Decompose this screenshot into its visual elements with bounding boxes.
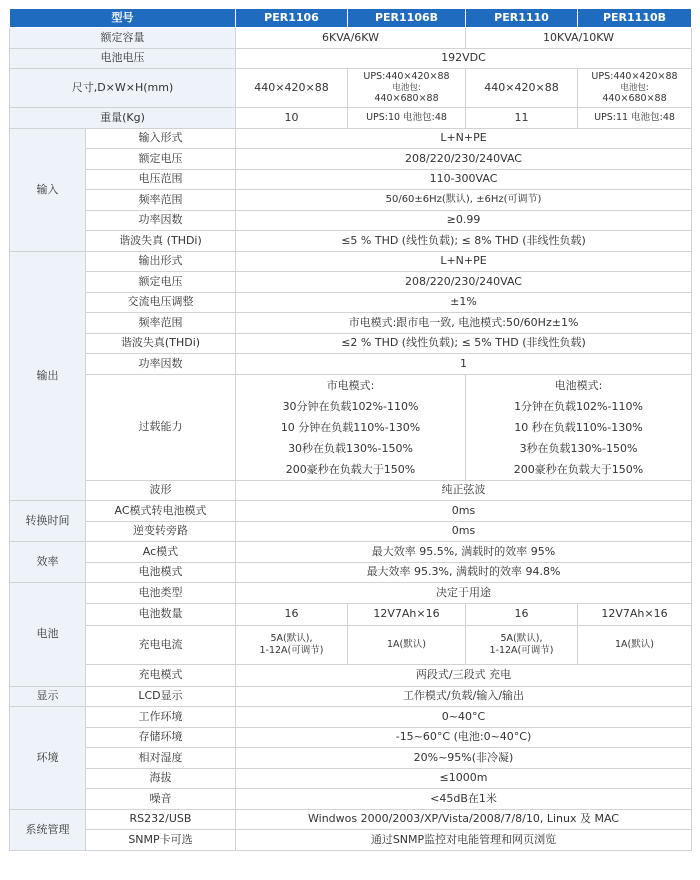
input-value: ≥0.99 [236,210,692,231]
management-row [10,830,692,851]
overload-row [10,374,692,480]
size-value-3: 440×420×88 [466,69,578,108]
overload-mains-line: 200豪秒在负载大于150% [285,462,416,476]
output-label: 频率范围 [86,313,236,334]
transfer-row [10,521,692,542]
management-row [10,809,692,830]
spec-table [9,8,692,851]
charge-current-row [10,625,692,664]
overload-battery-line: 3秒在负载130%-150% [519,441,638,455]
output-value: ±1% [236,292,692,313]
input-row [10,128,692,149]
output-value: 208/220/230/240VAC [236,272,692,293]
waveform-value: 纯正弦波 [236,480,692,501]
charge-current-2: 1A(默认) [348,625,466,664]
output-value: L+N+PE [236,251,692,272]
efficiency-row [10,562,692,583]
header-model-2: PER1106B [348,9,466,28]
overload-mains-line: 30分钟在负载102%-110% [282,399,419,413]
environment-value: ≤1000m [236,768,692,789]
battery-category: 电池 [10,583,86,687]
battery-count-label: 电池数量 [86,603,236,625]
management-category: 系统管理 [10,809,86,850]
size-pack-label-4: 电池包: [620,83,649,93]
display-value: 工作模式/负载/输入/输出 [236,686,692,707]
transfer-value: 0ms [236,521,692,542]
environment-row [10,789,692,810]
environment-value: 0~40°C [236,707,692,728]
overload-mains-title: 市电模式: [326,378,375,392]
size-value-2 [348,69,466,108]
input-label: 额定电压 [86,149,236,170]
input-label: 功率因数 [86,210,236,231]
output-row [10,354,692,375]
charge-current-label: 充电电流 [86,625,236,664]
transfer-label: AC模式转电池模式 [86,501,236,522]
battery-voltage-label: 电池电压 [10,48,236,69]
input-value: L+N+PE [236,128,692,149]
transfer-category: 转换时间 [10,501,86,542]
input-value: 208/220/230/240VAC [236,149,692,170]
input-label: 频率范围 [86,190,236,211]
input-value: ≤5 % THD (线性负载); ≤ 8% THD (非线性负载) [236,231,692,252]
header-model-3: PER1110 [466,9,578,28]
environment-row [10,707,692,728]
input-label: 输入形式 [86,128,236,149]
output-row [10,333,692,354]
management-label: RS232/USB [86,809,236,830]
environment-label: 存储环境 [86,727,236,748]
input-label: 谐波失真 (THDi) [86,231,236,252]
input-row [10,231,692,252]
charge-current-range: 1-12A(可调节) [489,644,554,656]
management-value: 通过SNMP监控对电能管理和网页浏览 [236,830,692,851]
header-model-label: 型号 [10,9,236,28]
charge-mode-row [10,664,692,686]
overload-mains-line: 10 分钟在负载110%-130% [280,420,421,434]
size-pack-4: 440×680×88 [602,93,667,104]
charge-current-range: 1-12A(可调节) [259,644,324,656]
size-ups-4: UPS:440×420×88 [591,71,678,82]
output-row [10,292,692,313]
environment-row [10,768,692,789]
efficiency-value: 最大效率 95.5%, 满载时的效率 95% [236,542,692,563]
input-value: 110-300VAC [236,169,692,190]
size-pack-2: 440×680×88 [374,93,439,104]
header-row [10,9,692,28]
weight-value-2: UPS:10 电池包:48 [348,108,466,129]
overload-battery-line: 1分钟在负载102%-110% [514,399,643,413]
charge-current-default: 5A(默认), [500,632,543,644]
capacity-label: 额定容量 [10,28,236,49]
size-pack-label-2: 电池包: [392,83,421,93]
weight-row [10,108,692,129]
input-row [10,210,692,231]
battery-type-label: 电池类型 [86,583,236,604]
waveform-row [10,480,692,501]
weight-value-4: UPS:11 电池包:48 [578,108,692,129]
display-row [10,686,692,707]
output-label: 功率因数 [86,354,236,375]
management-value: Windwos 2000/2003/XP/Vista/2008/7/8/10, Linux 及 MAC [236,809,692,830]
efficiency-label: 电池模式 [86,562,236,583]
charge-current-3 [466,625,578,664]
environment-value: <45dB在1米 [236,789,692,810]
weight-value-3: 11 [466,108,578,129]
capacity-value-6k: 6KVA/6KW [236,28,466,49]
size-value-1: 440×420×88 [236,69,348,108]
size-value-4 [578,69,692,108]
header-model-4: PER1110B [578,9,692,28]
environment-category: 环境 [10,707,86,810]
output-value: 1 [236,354,692,375]
input-row [10,190,692,211]
output-row [10,272,692,293]
size-ups-2: UPS:440×420×88 [363,71,450,82]
battery-count-2: 12V7Ah×16 [348,603,466,625]
overload-mains [236,374,466,480]
output-label: 输出形式 [86,251,236,272]
output-label: 谐波失真(THDi) [86,333,236,354]
battery-count-3: 16 [466,603,578,625]
header-model-1: PER1106 [236,9,348,28]
environment-label: 相对湿度 [86,748,236,769]
output-row [10,251,692,272]
efficiency-value: 最大效率 95.3%, 满载时的效率 94.8% [236,562,692,583]
battery-voltage-value: 192VDC [236,48,692,69]
input-label: 电压范围 [86,169,236,190]
display-category: 显示 [10,686,86,707]
size-label: 尺寸,D×W×H(mm) [10,69,236,108]
overload-mains-line: 30秒在负载130%-150% [288,441,413,455]
input-value: 50/60±6Hz(默认), ±6Hz(可调节) [236,190,692,211]
output-value: 市电模式:跟市电一致, 电池模式:50/60Hz±1% [236,313,692,334]
transfer-value: 0ms [236,501,692,522]
charge-mode-label: 充电模式 [86,664,236,686]
output-value: ≤2 % THD (线性负载); ≤ 5% THD (非线性负载) [236,333,692,354]
environment-label: 海拔 [86,768,236,789]
environment-value: 20%~95%(非冷凝) [236,748,692,769]
input-row [10,169,692,190]
weight-value-1: 10 [236,108,348,129]
efficiency-row [10,542,692,563]
overload-battery [466,374,692,480]
overload-battery-line: 10 秒在负载110%-130% [514,420,643,434]
battery-voltage-row [10,48,692,69]
overload-battery-title: 电池模式: [554,378,603,392]
capacity-row [10,28,692,49]
overload-label: 过载能力 [86,374,236,480]
efficiency-category: 效率 [10,542,86,583]
environment-label: 工作环境 [86,707,236,728]
transfer-row [10,501,692,522]
overload-battery-line: 200豪秒在负载大于150% [513,462,644,476]
environment-row [10,727,692,748]
charge-current-default: 5A(默认), [270,632,313,644]
size-row [10,69,692,108]
display-label: LCD显示 [86,686,236,707]
battery-type-value: 决定于用途 [236,583,692,604]
capacity-value-10k: 10KVA/10KW [466,28,692,49]
charge-mode-value: 两段式/三段式 充电 [236,664,692,686]
output-label: 交流电压调整 [86,292,236,313]
efficiency-label: Ac模式 [86,542,236,563]
transfer-label: 逆变转旁路 [86,521,236,542]
battery-type-row [10,583,692,604]
input-category: 输入 [10,128,86,251]
environment-label: 噪音 [86,789,236,810]
output-category: 输出 [10,251,86,501]
output-label: 额定电压 [86,272,236,293]
charge-current-4: 1A(默认) [578,625,692,664]
charge-current-1 [236,625,348,664]
battery-count-1: 16 [236,603,348,625]
waveform-label: 波形 [86,480,236,501]
environment-row [10,748,692,769]
weight-label: 重量(Kg) [10,108,236,129]
management-label: SNMP卡可选 [86,830,236,851]
environment-value: -15~60°C (电池:0~40°C) [236,727,692,748]
output-row [10,313,692,334]
battery-count-4: 12V7Ah×16 [578,603,692,625]
battery-count-row [10,603,692,625]
input-row [10,149,692,170]
